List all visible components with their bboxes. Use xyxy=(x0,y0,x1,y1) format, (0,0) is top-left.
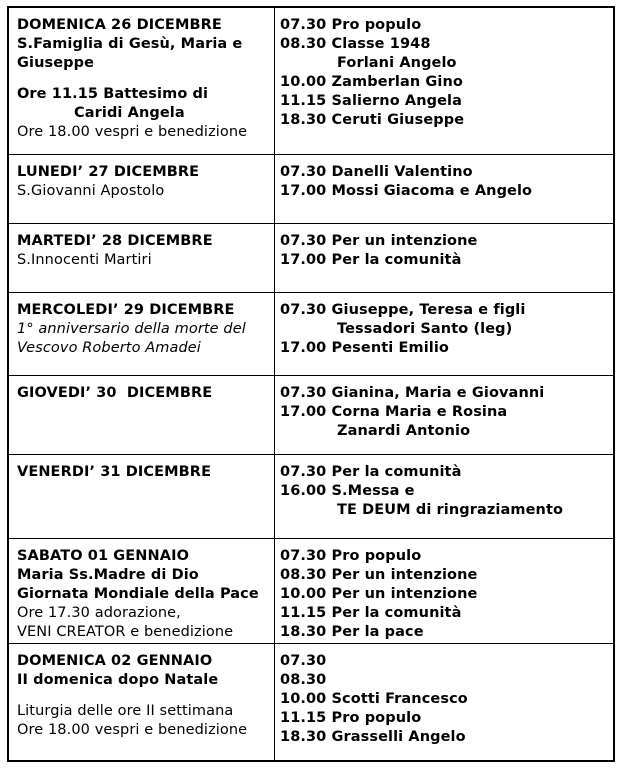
day-line: Ore 17.30 adorazione, xyxy=(17,605,181,621)
mass-entry: 18.30 Per la pace xyxy=(280,624,424,640)
mass-entry: 07.30 Per la comunità xyxy=(280,464,462,480)
row-divider xyxy=(9,223,613,224)
day-line: VENERDI’ 31 DICEMBRE xyxy=(17,464,212,480)
row-divider xyxy=(9,292,613,293)
mass-entry: TE DEUM di ringraziamento xyxy=(337,502,564,518)
day-line: Maria Ss.Madre di Dio xyxy=(17,567,199,583)
mass-entry: Forlani Angelo xyxy=(337,55,457,71)
mass-entry: 16.00 S.Messa e xyxy=(280,483,415,499)
mass-entry: 08.30 xyxy=(280,672,327,688)
day-line: 1° anniversario della morte del xyxy=(17,321,246,337)
mass-times-cell xyxy=(280,463,612,520)
mass-entry: 17.00 Per la comunità xyxy=(280,252,462,268)
day-line: Vescovo Roberto Amadei xyxy=(17,340,201,356)
day-line: S.Giovanni Apostolo xyxy=(17,183,165,199)
day-info-cell xyxy=(17,232,271,270)
day-line: Caridi Angela xyxy=(74,105,185,121)
mass-entry: 11.15 Salierno Angela xyxy=(280,93,463,109)
spacer xyxy=(17,73,271,85)
mass-entry: 07.30 xyxy=(280,653,327,669)
day-line: S.Innocenti Martiri xyxy=(17,252,152,268)
mass-entry: 07.30 Per un intenzione xyxy=(280,233,478,249)
day-line: DOMENICA 26 DICEMBRE xyxy=(17,17,222,33)
row-divider xyxy=(9,375,613,376)
day-line: GIOVEDI’ 30 DICEMBRE xyxy=(17,385,213,401)
day-info-cell xyxy=(17,163,271,201)
row-divider xyxy=(9,643,613,644)
mass-entry: 07.30 Pro populo xyxy=(280,548,422,564)
mass-times-cell xyxy=(280,16,612,130)
day-info-cell xyxy=(17,384,271,403)
mass-entry: 07.30 Gianina, Maria e Giovanni xyxy=(280,385,545,401)
day-line: Giuseppe xyxy=(17,55,95,71)
mass-entry: 17.00 Mossi Giacoma e Angelo xyxy=(280,183,533,199)
day-line: MARTEDI’ 28 DICEMBRE xyxy=(17,233,213,249)
mass-entry: 10.00 Scotti Francesco xyxy=(280,691,468,707)
day-line: S.Famiglia di Gesù, Maria e xyxy=(17,36,243,52)
row-divider xyxy=(9,538,613,539)
mass-entry: 07.30 Danelli Valentino xyxy=(280,164,473,180)
mass-entry: 07.30 Giuseppe, Teresa e figli xyxy=(280,302,526,318)
day-line: II domenica dopo Natale xyxy=(17,672,219,688)
mass-entry: 11.15 Per la comunità xyxy=(280,605,462,621)
day-line: Giornata Mondiale della Pace xyxy=(17,586,259,602)
day-info-cell xyxy=(17,301,271,358)
day-line: Ore 18.00 vespri e benedizione xyxy=(17,722,248,738)
mass-times-cell xyxy=(280,547,612,642)
mass-entry: Tessadori Santo (leg) xyxy=(337,321,513,337)
mass-times-cell xyxy=(280,232,612,270)
mass-times-cell xyxy=(280,163,612,201)
mass-entry: 07.30 Pro populo xyxy=(280,17,422,33)
mass-entry: 10.00 Zamberlan Gino xyxy=(280,74,463,90)
day-line: DOMENICA 02 GENNAIO xyxy=(17,653,213,669)
day-line: MERCOLEDI’ 29 DICEMBRE xyxy=(17,302,235,318)
schedule-table xyxy=(7,6,615,762)
mass-entry: 08.30 Classe 1948 xyxy=(280,36,431,52)
day-line: Ore 11.15 Battesimo di xyxy=(17,86,209,102)
mass-times-cell xyxy=(280,301,612,358)
day-line: Ore 18.00 vespri e benedizione xyxy=(17,124,248,140)
mass-entry: 18.30 Grasselli Angelo xyxy=(280,729,466,745)
day-info-cell xyxy=(17,16,271,142)
day-info-cell xyxy=(17,547,271,642)
mass-times-cell xyxy=(280,384,612,441)
day-line: SABATO 01 GENNAIO xyxy=(17,548,190,564)
column-divider xyxy=(274,8,275,760)
mass-entry: 10.00 Per un intenzione xyxy=(280,586,478,602)
day-info-cell xyxy=(17,652,271,740)
spacer xyxy=(17,690,271,702)
mass-entry: 17.00 Corna Maria e Rosina xyxy=(280,404,508,420)
mass-entry: 11.15 Pro populo xyxy=(280,710,422,726)
day-line: Liturgia delle ore II settimana xyxy=(17,703,234,719)
mass-entry: 17.00 Pesenti Emilio xyxy=(280,340,449,356)
mass-entry: 18.30 Ceruti Giuseppe xyxy=(280,112,465,128)
mass-entry: Zanardi Antonio xyxy=(337,423,471,439)
day-line: VENI CREATOR e benedizione xyxy=(17,624,234,640)
day-line: LUNEDI’ 27 DICEMBRE xyxy=(17,164,200,180)
row-divider xyxy=(9,454,613,455)
mass-entry: 08.30 Per un intenzione xyxy=(280,567,478,583)
day-info-cell xyxy=(17,463,271,482)
mass-times-cell xyxy=(280,652,612,747)
row-divider xyxy=(9,154,613,155)
